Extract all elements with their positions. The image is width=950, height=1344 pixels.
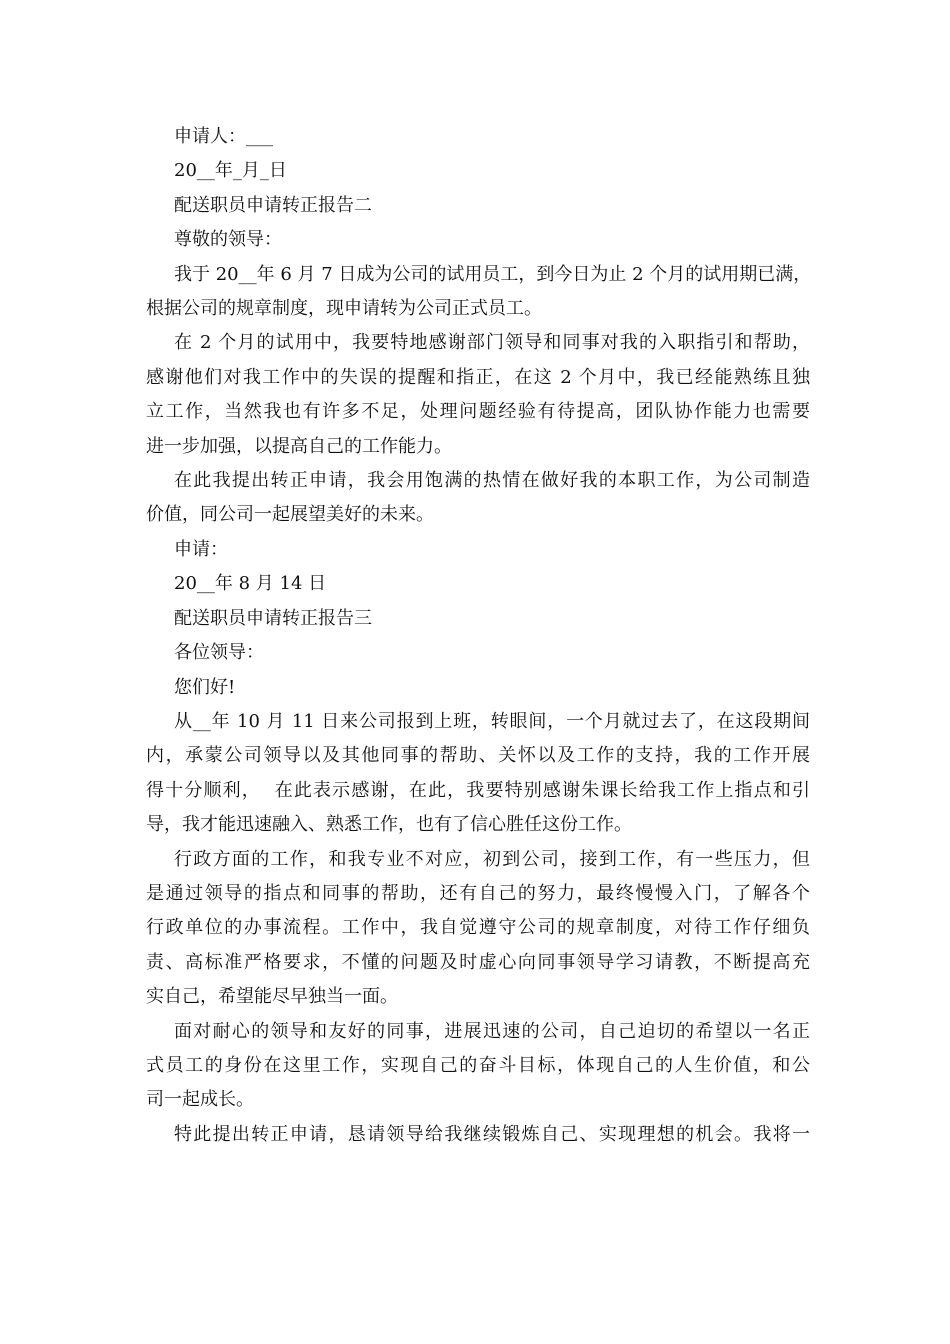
text-line: 是通过领导的指点和同事的帮助，还有自己的努力，最终慢慢入门，了解各个 xyxy=(146,882,810,904)
text-line: 行政方面的工作，和我专业不对应，初到公司，接到工作，有一些压力，但 xyxy=(174,848,810,870)
text-line: 实自己，希望能尽早独当一面。 xyxy=(146,986,398,1008)
text-line: 我于 20__年 6 月 7 日成为公司的试用员工，到今日为止 2 个月的试用期已满， xyxy=(174,263,812,285)
text-line: 面对耐心的领导和友好的同事，进展迅速的公司，自己迫切的希望以一名正 xyxy=(174,1020,810,1042)
text-line: 导，我才能迅速融入、熟悉工作，也有了信心胜任这份工作。 xyxy=(146,814,632,836)
text-line: 得十分顺利， 在此表示感谢，在此，我要特别感谢朱课长给我工作上指点和引 xyxy=(146,779,810,801)
text-line: 申请人：___ xyxy=(174,126,273,147)
text-line: 价值，同公司一起展望美好的未来。 xyxy=(146,504,434,526)
text-line: 各位领导： xyxy=(174,642,264,664)
text-line: 尊敬的领导： xyxy=(174,229,282,251)
text-line: 您们好! xyxy=(174,676,236,698)
text-line: 司一起成长。 xyxy=(146,1089,254,1111)
text-line: 从__年 10 月 11 日来公司报到上班，转眼间，一个月就过去了，在这段期间 xyxy=(174,710,810,732)
text-line: 立工作，当然我也有许多不足，处理问题经验有待提高，团队协作能力也需要 xyxy=(146,401,810,423)
text-line: 式员工的身份在这里工作，实现自己的奋斗目标，体现自己的人生价值，和公 xyxy=(146,1054,810,1076)
text-line: 在 2 个月的试用中，我要特地感谢部门领导和同事对我的入职指引和帮助， xyxy=(174,332,810,354)
text-line: 配送职员申请转正报告三 xyxy=(174,607,372,629)
text-line: 20__年_月_日 xyxy=(174,160,287,182)
text-line: 感谢他们对我工作中的失误的提醒和指正，在这 2 个月中，我已经能熟练且独 xyxy=(146,366,810,388)
text-line: 特此提出转正申请，恳请领导给我继续锻炼自己、实现理想的机会。我将一 xyxy=(174,1123,810,1145)
text-line: 在此我提出转正申请，我会用饱满的热情在做好我的本职工作，为公司制造 xyxy=(174,470,810,492)
document-body xyxy=(146,120,810,1152)
text-line: 20__年 8 月 14 日 xyxy=(174,573,327,595)
text-line: 根据公司的规章制度，现申请转为公司正式员工。 xyxy=(146,298,542,320)
text-line: 责、高标准严格要求，不懂的问题及时虚心向同事领导学习请教，不断提高充 xyxy=(146,951,810,973)
text-line: 申请： xyxy=(174,538,228,560)
text-line: 行政单位的办事流程。工作中，我自觉遵守公司的规章制度，对待工作仔细负 xyxy=(146,917,810,939)
text-line: 内，承蒙公司领导以及其他同事的帮助、关怀以及工作的支持，我的工作开展 xyxy=(146,745,810,767)
text-line: 配送职员申请转正报告二 xyxy=(174,194,372,216)
text-line: 进一步加强，以提高自己的工作能力。 xyxy=(146,435,452,457)
